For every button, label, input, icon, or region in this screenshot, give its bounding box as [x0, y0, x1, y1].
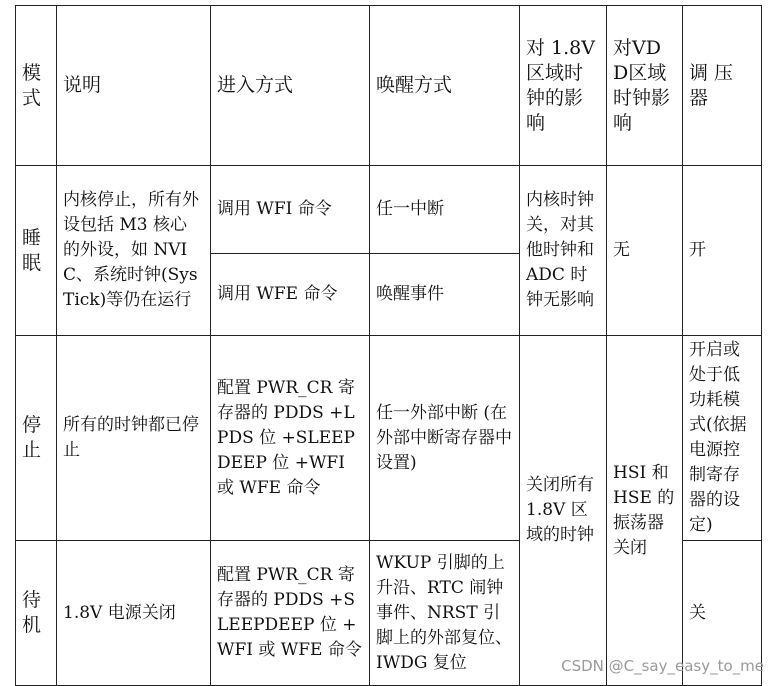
sleep-mode: 睡眠 [16, 166, 57, 336]
header-row [16, 6, 762, 166]
shared-vdd: HSI 和 HSE 的振荡器关闭 [607, 336, 683, 686]
standby-wake: WKUP 引脚的上升沿、RTC 闹钟事件、NRST 引脚上的外部复位、IWDG 复位 [370, 541, 520, 686]
sleep-description: 内核停止，所有外设包括 M3 核心的外设，如 NVIC、系统时钟(SysTick)等仍在运行 [57, 166, 211, 336]
sleep-row-wfi [16, 166, 762, 254]
shared-clock18: 关闭所有 1.8V 区域的时钟 [520, 336, 607, 686]
stop-wake: 任一外部中断 (在外部中断寄存器中设置) [370, 336, 520, 541]
power-modes-table [15, 5, 762, 686]
standby-description: 1.8V 电源关闭 [57, 541, 211, 686]
watermark: CSDN @C_say_easy_to_me [561, 657, 764, 675]
sleep-enter-wfi: 调用 WFI 命令 [211, 166, 370, 254]
stop-mode: 停止 [16, 336, 57, 541]
standby-enter: 配置 PWR_CR 寄存器的 PDDS +SLEEPDEEP 位 +WFI 或 WFE 命令 [211, 541, 370, 686]
header-wakeup: 唤醒方式 [370, 6, 520, 166]
sleep-regulator: 开 [683, 166, 762, 336]
stop-regulator: 开启或处于低功耗模式(依据电源控制寄存器的设定) [683, 336, 762, 541]
sleep-clock18: 内核时钟关，对其他时钟和 ADC 时钟无影响 [520, 166, 607, 336]
sleep-wake-wfi: 任一中断 [370, 166, 520, 254]
sleep-wake-wfe: 唤醒事件 [370, 254, 520, 336]
header-mode: 模式 [16, 6, 57, 166]
header-clock18: 对 1.8V 区域时钟的影响 [520, 6, 607, 166]
header-vdd: 对VDD区域时钟影响 [607, 6, 683, 166]
header-enter: 进入方式 [211, 6, 370, 166]
stop-row [16, 336, 762, 541]
header-description: 说明 [57, 6, 211, 166]
sleep-enter-wfe: 调用 WFE 命令 [211, 254, 370, 336]
header-regulator: 调 压 器 [683, 6, 762, 166]
stop-enter: 配置 PWR_CR 寄存器的 PDDS +LPDS 位 +SLEEPDEEP 位 +WFI 或 WFE 命令 [211, 336, 370, 541]
sleep-vdd: 无 [607, 166, 683, 336]
stop-description: 所有的时钟都已停止 [57, 336, 211, 541]
standby-mode: 待机 [16, 541, 57, 686]
standby-regulator: 关 [683, 541, 762, 686]
